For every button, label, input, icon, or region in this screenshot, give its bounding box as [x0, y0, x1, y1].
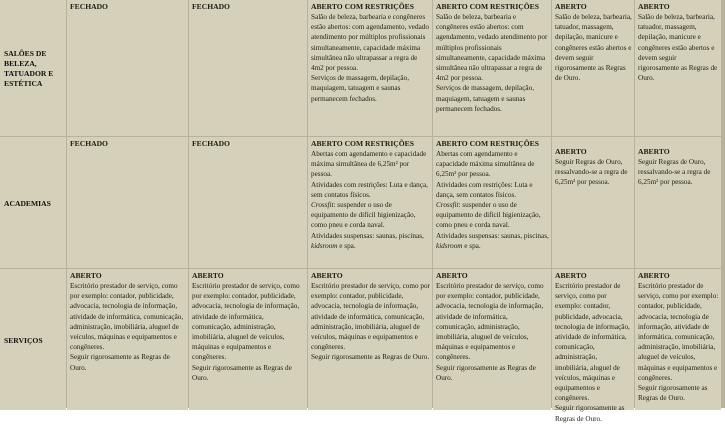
cell-status: FECHADO — [192, 2, 230, 11]
cell-status: FECHADO — [70, 2, 108, 11]
cell-text: Salão de beleza, barbearia, tatuador, massagem, depilação, manicure e congêneres estão abertos e devem seguir rigorosamente as Regras de Ouro. — [555, 13, 632, 83]
cell-status: ABERTO — [555, 2, 587, 11]
cell-text: Salão de beleza, barbearia e congêneres estão abertos: com agendamento, vedado atendimento por múltiplos profissionais simultaneamente, capacidade máxima simultânea não ultrapassar a regra de 4m2 por pessoa. — [311, 13, 429, 73]
table-cell — [189, 137, 307, 268]
cell-text: Seguir rigorosamente as Regras de Ouro. — [638, 384, 708, 403]
table-cell — [552, 137, 634, 268]
row-label-servicos: SERVIÇOS — [0, 269, 66, 410]
cell-status: ABERTO — [555, 271, 587, 280]
cell-text: Seguir Regras de Ouro, ressalvando-se a regra de 6,25m² por pessoa. — [555, 158, 628, 187]
table-cell — [433, 137, 551, 268]
cell-status: ABERTO COM RESTRIÇÕES — [436, 139, 539, 148]
cell-status: ABERTO COM RESTRIÇÕES — [436, 2, 539, 11]
table-cell — [433, 0, 551, 136]
cell-text: Escritório prestador de serviço, como por exemplo: contador, publicidade, advocacia, tecnologia de informação, atividade de informática, comunicação, administração, imobiliária, aluguel de veículos, máquinas e equipamentos e congêneres. — [555, 282, 630, 403]
cell-text: Escritório prestador de serviço, como por exemplo: contador, publicidade, advocacia, tecnologia de informação, atividade de informática, comunicação, administração, imobiliária, aluguel de veículos, máquinas e equipamentos e congêneres. — [311, 282, 430, 352]
cell-status: ABERTO — [638, 2, 670, 11]
cell-text: Seguir rigorosamente as Regras de Ouro. — [70, 353, 170, 372]
cell-status: ABERTO COM RESTRIÇÕES — [311, 139, 414, 148]
cell-text: Escritório prestador de serviço, como por exemplo: contador, publicidade, advocacia, tecnologia de informação, atividade de informática, comunicação, administração, imobiliária, aluguel de veículos, máquinas e equipamentos e congêneres. — [436, 282, 544, 362]
cell-text: Atividades suspensas: saunas, piscinas, kidsroom e spa. — [436, 231, 549, 250]
cell-text: Salão de beleza, barbearia, tatuador, massagem, depilação, manicure e congêneres estão abertos e devem seguir rigorosamente as Regras de Ouro. — [638, 13, 718, 83]
cell-text: Seguir rigorosamente as Regras de Ouro. — [192, 363, 292, 382]
cell-text: Salão de beleza, barbearia e congêneres estão abertos: com agendamento, vedado atendimento por múltiplos profissionais simultaneamente, capacidade máxima simultânea não ultrapassar a regra de 4m2 por pessoa. — [436, 13, 548, 83]
cell-status: ABERTO — [555, 147, 587, 156]
cell-text: Escritório prestador de serviço, como por exemplo: contador, publicidade, advocacia, tecnologia de informação, atividade de informática, comunicação, administração, imobiliária, aluguel de veículos, máquinas e equipamentos e congêneres. — [638, 282, 719, 382]
cell-text: Atividades com restrições: Luta e dança, sem contatos físicos. — [436, 180, 533, 199]
row-label-academias: ACADEMIAS — [0, 137, 66, 268]
cell-text: Crossfit: suspender o uso de equipamento de difícil higienização, como pneu e corda naval. — [311, 201, 416, 230]
cell-text: Escritório prestador de serviço, como por exemplo: contador, publicidade, advocacia, tecnologia de informação, atividade de informática, comunicação, administração, imobiliária, aluguel de veículos, máquinas e equipamentos e congêneres. — [192, 282, 300, 362]
table-cell — [552, 0, 634, 136]
cell-text: Serviços de massagem, depilação, maquiagem, tatuagem e saunas permanecem fechados. — [311, 74, 409, 103]
cell-status: ABERTO COM RESTRIÇÕES — [311, 2, 414, 11]
table-cell — [67, 137, 188, 268]
cell-status: ABERTO — [638, 147, 670, 156]
cell-text: Abertas com agendamento e capacidade máxima simultânea de 6,25m² por pessoa. — [436, 150, 535, 179]
cell-text: Abertas com agendamento e capacidade máxima simultânea de 6,25m² por pessoa. — [311, 150, 427, 179]
cell-status: ABERTO — [192, 271, 224, 280]
table-cell — [189, 0, 307, 136]
table-cell — [189, 269, 307, 410]
table-cell — [67, 269, 188, 410]
row-label-beleza: SALÕES DE BELEZA, TATUADOR E ESTÉTICA — [0, 0, 66, 136]
table-cell — [67, 0, 188, 136]
cell-text: Crossfit: suspender o uso de equipamento de difícil higienização, como pneu e corda naval. — [436, 201, 541, 230]
cell-text: Seguir rigorosamente as Regras de Ouro. — [436, 363, 536, 382]
table-cell — [308, 269, 432, 410]
table-cell — [635, 0, 721, 136]
cell-text: Atividades com restrições: Luta e dança, sem contatos físicos. — [311, 180, 428, 199]
table-cell — [635, 269, 721, 410]
cell-text: Escritório prestador de serviço, como por exemplo: contador, publicidade, advocacia, tecnologia de informação, atividade de informática, comunicação, administração, imobiliária, aluguel de veículos, máquinas e equipamentos e congêneres. — [70, 282, 184, 352]
table-cell — [552, 269, 634, 423]
table-cell — [308, 137, 432, 268]
cell-text: Serviços de massagem, depilação, maquiagem, tatuagem e saunas permanecem fechados. — [436, 84, 534, 113]
cell-text: Atividades suspensas: saunas, piscinas, kidsroom e spa. — [311, 231, 424, 250]
table-cell — [433, 269, 551, 410]
table-cell — [308, 0, 432, 136]
cell-status: FECHADO — [70, 139, 108, 148]
cell-status: ABERTO — [436, 271, 468, 280]
cell-text: Seguir rigorosamente as Regras de Ouro. — [555, 404, 625, 423]
cell-status: FECHADO — [192, 139, 230, 148]
cell-status: ABERTO — [70, 271, 102, 280]
table-cell — [635, 137, 721, 268]
cell-status: ABERTO — [311, 271, 343, 280]
cell-text: Seguir Regras de Ouro, ressalvando-se a regra de 6,25m² por pessoa. — [638, 158, 711, 187]
cell-text: Seguir rigorosamente as Regras de Ouro. — [311, 353, 430, 362]
cell-status: ABERTO — [638, 271, 670, 280]
